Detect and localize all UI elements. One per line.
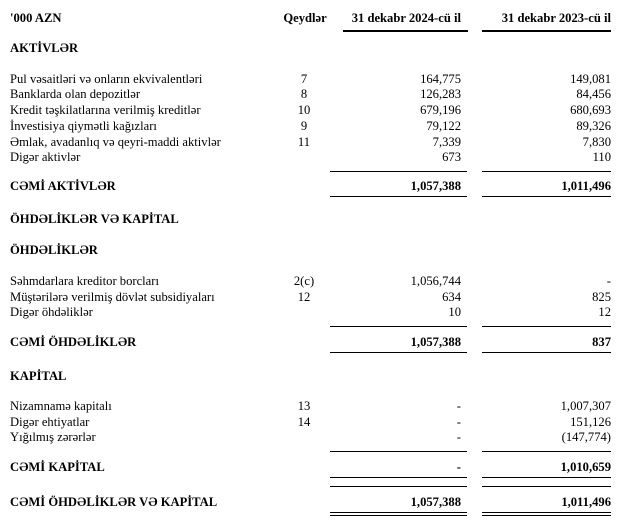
equity-total-row: CƏMİ KAPİTAL - 1,010,659 — [10, 460, 611, 474]
table-row: Banklarda olan depozitlər 8 126,283 84,456 — [10, 87, 611, 101]
assets-heading: AKTİVLƏR — [10, 41, 79, 55]
grand-total-rule-2024 — [330, 486, 467, 487]
liabilities-heading: ÖHDƏLİKLƏR — [10, 243, 98, 257]
notes-column-header: Qeydlər — [283, 11, 327, 25]
table-row: Səhmdarlara kreditor borcları 2(c) 1,056,744 - — [10, 274, 611, 288]
table-row: Pul vəsaitləri və onların ekvivalentləri 7 164,775 149,081 — [10, 72, 611, 86]
grand-total-double-rule-2023-a — [482, 512, 611, 513]
liabilities-total-rule-2023 — [482, 326, 611, 327]
assets-total-rule-2024 — [330, 171, 467, 172]
grand-total-rule-2023 — [482, 486, 611, 487]
col-2024-header: 31 dekabr 2024-cü il — [351, 11, 461, 25]
liabilities-total-underline-2024 — [330, 352, 467, 353]
table-header — [0, 10, 634, 26]
table-row: Digər öhdəliklər 10 12 — [10, 305, 611, 319]
table-row: Digər ehtiyatlar 14 - 151,126 — [10, 415, 611, 429]
equity-total-rule-2023 — [482, 451, 611, 452]
grand-total-row: CƏMİ ÖHDƏLİKLƏR VƏ KAPİTAL 1,057,388 1,011,496 — [10, 495, 611, 509]
assets-total-row: CƏMİ AKTİVLƏR 1,057,388 1,011,496 — [10, 179, 611, 193]
table-row: Yığılmış zərərlər - (147,774) — [10, 430, 611, 444]
liabilities-total-rule-2024 — [330, 326, 467, 327]
equity-heading: KAPİTAL — [10, 369, 67, 383]
equity-total-underline-2023 — [482, 477, 611, 478]
grand-total-double-rule-2024-b — [330, 515, 467, 516]
liabilities-total-row: CƏMİ ÖHDƏLİKLƏR 1,057,388 837 — [10, 335, 611, 349]
equity-total-rule-2024 — [330, 451, 467, 452]
grand-total-double-rule-2024-a — [330, 512, 467, 513]
col-2023-header: 31 dekabr 2023-cü il — [501, 11, 611, 25]
header-rule-2023 — [482, 30, 611, 32]
table-row: Əmlak, avadanlıq və qeyri-maddi aktivlər 11 7,339 7,830 — [10, 135, 611, 149]
table-row: Kredit təşkilatlarına verilmiş kreditlər 10 679,196 680,693 — [10, 103, 611, 117]
table-row: Nizamnamə kapitalı 13 - 1,007,307 — [10, 399, 611, 413]
assets-total-underline-2024 — [330, 196, 467, 197]
assets-total-underline-2023 — [482, 196, 611, 197]
table-row: Müştərilərə verilmiş dövlət subsidiyaları 12 634 825 — [10, 290, 611, 304]
equity-total-underline-2024 — [330, 477, 467, 478]
grand-total-double-rule-2023-b — [482, 515, 611, 516]
table-row: Digər aktivlər 673 110 — [10, 150, 611, 164]
liabilities-total-underline-2023 — [482, 352, 611, 353]
table-row: İnvestisiya qiymətli kağızları 9 79,122 89,326 — [10, 119, 611, 133]
unit-label: '000 AZN — [10, 11, 62, 25]
liabilities-equity-heading: ÖHDƏLİKLƏR VƏ KAPİTAL — [10, 212, 179, 226]
assets-total-rule-2023 — [482, 171, 611, 172]
header-rule-2024 — [343, 30, 468, 32]
